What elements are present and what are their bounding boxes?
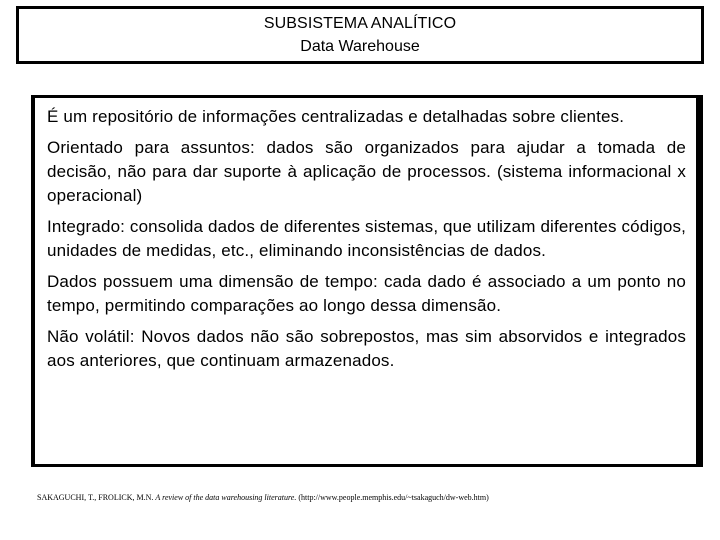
paragraph-subject-oriented: Orientado para assuntos: dados são organizados para ajudar a tomada de decisão, não para dar suporte à aplicação de processos. (sistema informacional x operacional) — [47, 138, 686, 205]
paragraph-definition: É um repositório de informações centralizadas e detalhadas sobre clientes. — [47, 107, 625, 126]
paragraph-non-volatile: Não volátil: Novos dados não são sobrepostos, mas sim absorvidos e integrados aos anteriores, que continuam armazenados. — [47, 327, 686, 370]
page-subtitle: Data Warehouse — [300, 38, 420, 55]
paragraph-time-variant: Dados possuem uma dimensão de tempo: cada dado é associado a um ponto no tempo, permitindo comparações ao longo dessa dimensão. — [47, 272, 686, 315]
reference-url[interactable]: (http://www.people.memphis.edu/~tsakaguch/dw-web.htm) — [298, 493, 489, 502]
reference-title: A review of the data warehousing literature. — [155, 493, 297, 502]
content-box — [31, 95, 703, 467]
reference-authors: SAKAGUCHI, T., FROLICK, M.N. — [37, 493, 154, 502]
page-title: SUBSISTEMA ANALÍTICO — [263, 15, 457, 32]
paragraph-integrated: Integrado: consolida dados de diferentes sistemas, que utilizam diferentes códigos, unidades de medidas, etc., eliminando inconsistências de dados. — [47, 217, 686, 260]
title-box — [16, 6, 704, 64]
reference-footer — [37, 493, 489, 503]
